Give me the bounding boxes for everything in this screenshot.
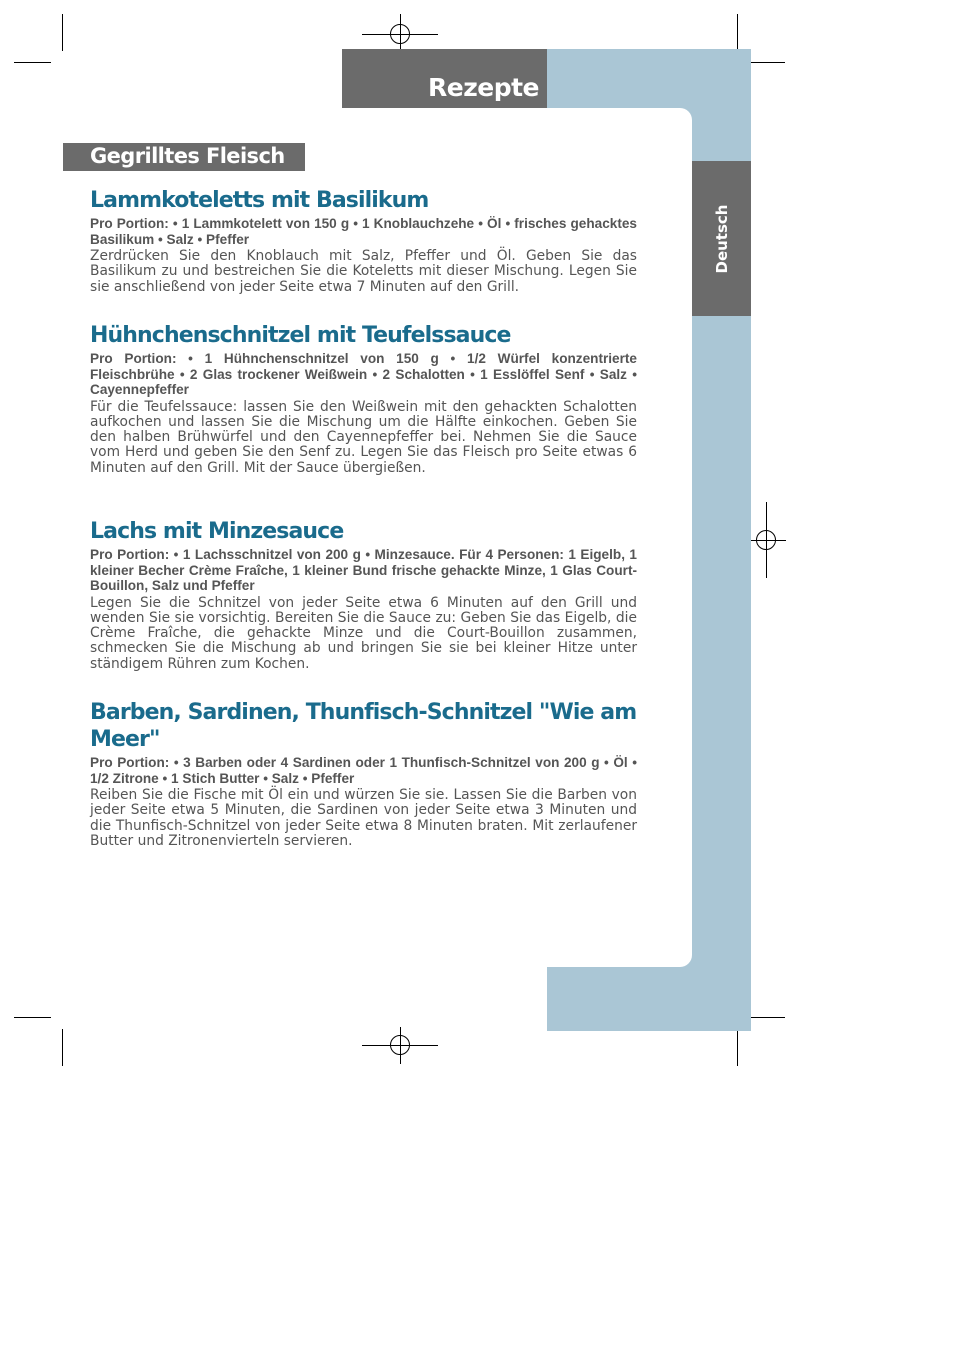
recipe	[90, 322, 637, 476]
recipe-title: Lachs mit Minzesauce	[90, 519, 344, 544]
language-tab-label: Deutsch	[712, 204, 731, 273]
recipe-title: Lammkoteletts mit Basilikum	[90, 188, 429, 213]
registration-mark	[756, 530, 776, 550]
crop-mark	[748, 1017, 785, 1018]
recipe-method: Reiben Sie die Fische mit Öl ein und würzen Sie sie. Lassen Sie die Barben von jeder Seite etwa 5 Minuten, die Sardinen von jeder Seite etwa 3 Minuten und die Thunfisch-Schnitzel von jeder Seite etwa 8 Minuten braten. Mit zerlaufener Butter und Zitronenvierteln servieren.	[90, 787, 637, 849]
recipe-title: Barben, Sardinen, Thunfisch-Schnitzel "Wie am Meer"	[90, 700, 637, 752]
recipe-method: Zerdrücken Sie den Knoblauch mit Salz, Pfeffer und Öl. Geben Sie das Basilikum zu und bestreichen Sie die Koteletts mit dieser Mischung. Legen Sie sie anschließend von jeder Seite etwa 7 Minuten auf den Grill.	[90, 248, 637, 295]
recipe-method: Legen Sie die Schnitzel von jeder Seite etwa 6 Minuten auf den Grill und wenden Sie sie vorsichtig. Bereiten Sie die Sauce zu: Geben Sie das Eigelb, die Crème Fraîche, die gehackte Minze und die Court-Bouillon zusammen, schmecken Sie die Mischung ab und bringen Sie sie bei kleiner Hitze unter ständigem Rühren zum Kochen.	[90, 594, 637, 672]
section-title: Gegrilltes Fleisch	[90, 144, 285, 168]
section-banner	[63, 143, 305, 171]
crop-mark	[14, 62, 51, 63]
crop-mark	[14, 1017, 51, 1018]
registration-mark	[390, 24, 410, 44]
registration-mark	[390, 1035, 410, 1055]
recipe-ingredients: Pro Portion: • 1 Hühnchenschnitzel von 150 g • 1/2 Würfel konzentrierte Fleischbrühe • 2 Glas trockener Weißwein • 2 Schalotten • 1 Esslöffel Senf • Salz • Cayennepfeffer	[90, 351, 637, 397]
recipe-title: Hühnchenschnitzel mit Teufelssauce	[90, 323, 511, 348]
recipe-ingredients: Pro Portion: • 3 Barben oder 4 Sardinen oder 1 Thunfisch-Schnitzel von 200 g • Öl • 1/2 Zitrone • 1 Stich Butter • Salz • Pfeffer	[90, 755, 637, 786]
crop-mark	[737, 14, 738, 51]
page-title: Rezepte	[427, 73, 539, 102]
recipe-ingredients: Pro Portion: • 1 Lachsschnitzel von 200 g • Minzesauce. Für 4 Personen: 1 Eigelb, 1 kleiner Becher Crème Fraîche, 1 kleiner Bund frische gehackte Minze, 1 Glas Court-Bouillon, Salz und Pfeffer	[90, 547, 637, 593]
recipe	[90, 699, 637, 849]
recipe-method: Für die Teufelssauce: lassen Sie den Weißwein mit den gehackten Schalotten aufkochen und lassen Sie die Mischung um die Hälfte einkochen. Geben Sie den halben Brühwürfel und den Cayennepfeffer bei. Nehmen Sie die Sauce vom Herd und geben Sie den Senf zu. Legen Sie das Fleisch pro Seite etwas 6 Minuten auf den Grill. Mit der Sauce übergießen.	[90, 398, 637, 476]
language-tab	[692, 161, 751, 316]
recipe	[90, 187, 637, 295]
recipe	[90, 518, 637, 672]
crop-mark	[737, 1029, 738, 1066]
crop-mark	[62, 1029, 63, 1066]
crop-mark	[62, 14, 63, 51]
recipe-ingredients: Pro Portion: • 1 Lammkotelett von 150 g • 1 Knoblauchzehe • Öl • frisches gehacktes Basilikum • Salz • Pfeffer	[90, 216, 637, 247]
crop-mark	[748, 62, 785, 63]
page-header	[342, 49, 547, 108]
